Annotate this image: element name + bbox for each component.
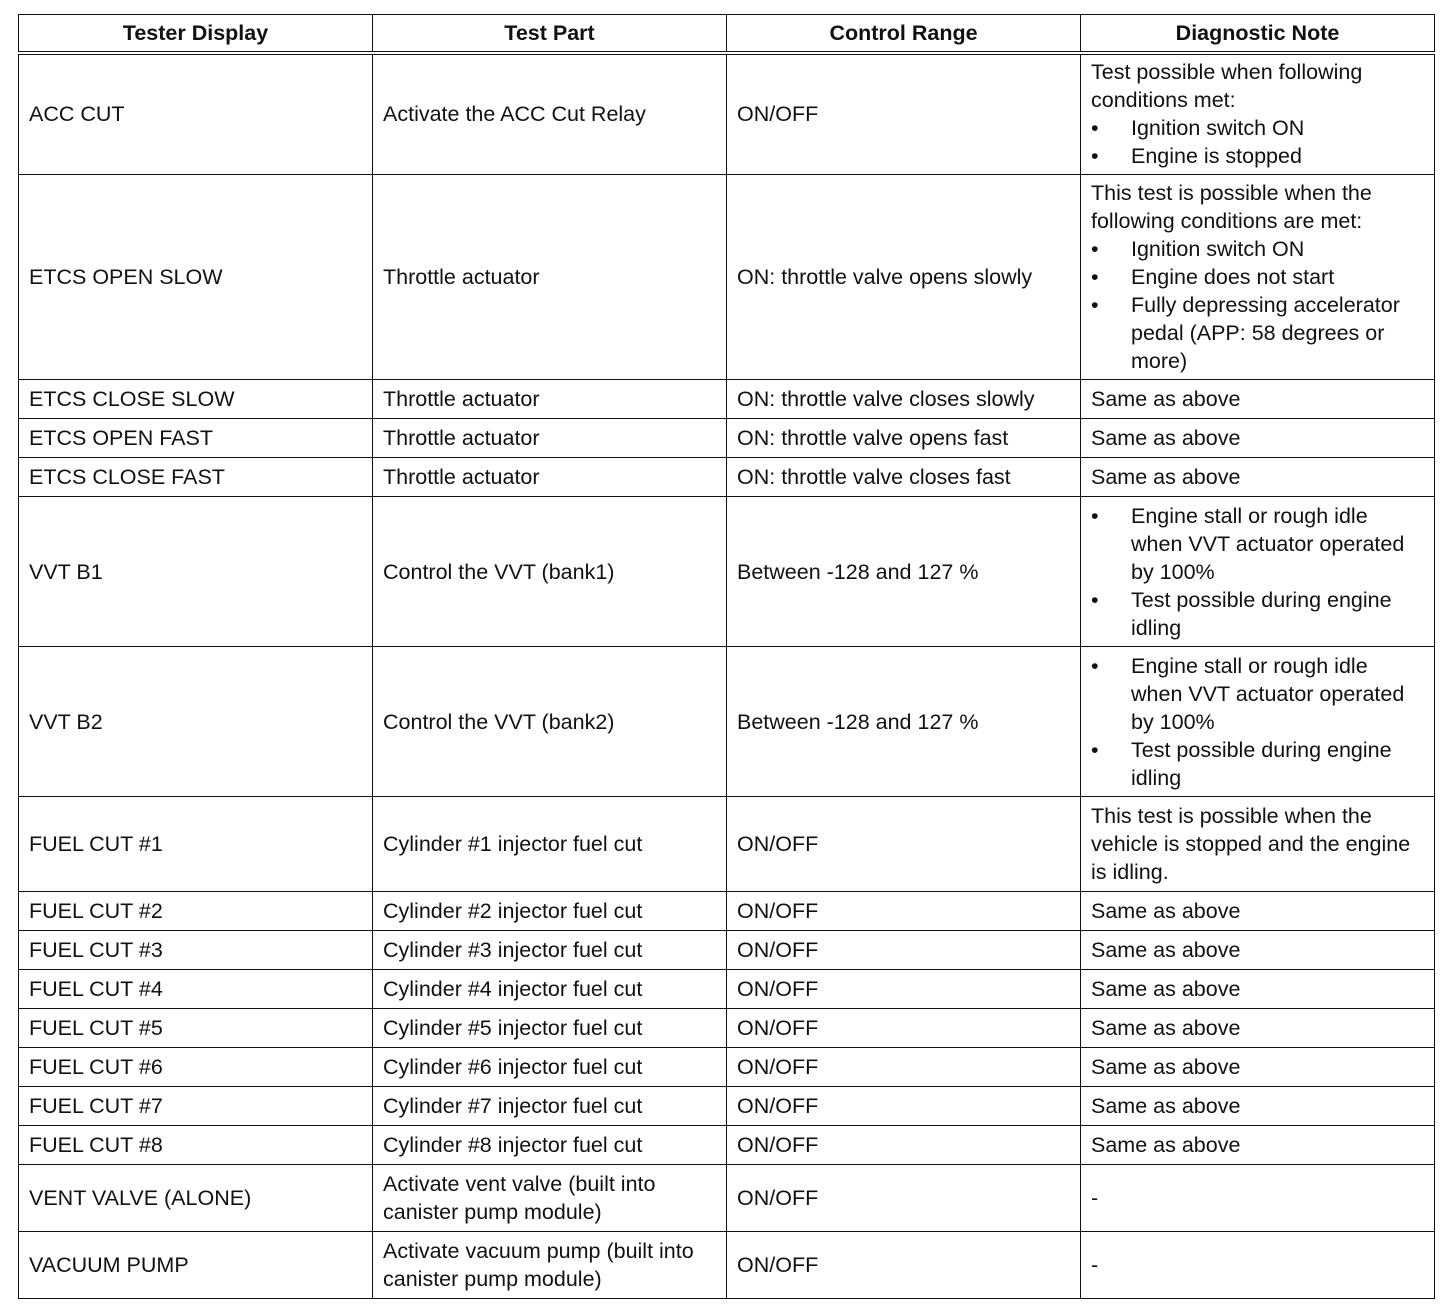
diagnostic-note-cell (1081, 53, 1435, 175)
test-part-cell: Throttle actuator (373, 419, 727, 458)
control-range-cell: ON/OFF (727, 797, 1081, 892)
control-range-cell: ON: throttle valve closes fast (727, 458, 1081, 497)
diagnostic-note-text: This test is possible when the following conditions are met: (1091, 181, 1372, 233)
table-row (19, 1087, 1435, 1126)
diagnostic-note-text: Same as above (1091, 1133, 1241, 1157)
test-part-cell: Throttle actuator (373, 175, 727, 380)
table-row (19, 1165, 1435, 1232)
diagnostic-note-bullet: • Engine stall or rough idle when VVT actuator operated by 100% (1091, 502, 1424, 586)
tester-display-cell: FUEL CUT #7 (19, 1087, 373, 1126)
table-row (19, 970, 1435, 1009)
table-body (19, 53, 1435, 1299)
diagnostic-note-bullet: • Engine is stopped (1091, 142, 1424, 170)
control-range-cell: ON: throttle valve closes slowly (727, 380, 1081, 419)
control-range-cell: ON/OFF (727, 1126, 1081, 1165)
tester-display-cell: ETCS CLOSE SLOW (19, 380, 373, 419)
diagnostic-note-bullet: • Engine stall or rough idle when VVT actuator operated by 100% (1091, 652, 1424, 736)
table-row (19, 1232, 1435, 1299)
diagnostic-note-list (1091, 114, 1424, 170)
table-row (19, 458, 1435, 497)
diagnostic-note-cell (1081, 931, 1435, 970)
test-part-cell: Throttle actuator (373, 458, 727, 497)
tester-display-cell: VENT VALVE (ALONE) (19, 1165, 373, 1232)
header-test-part: Test Part (373, 15, 727, 53)
tester-display-cell: FUEL CUT #8 (19, 1126, 373, 1165)
tester-display-cell: FUEL CUT #2 (19, 892, 373, 931)
diagnostic-note-text: Same as above (1091, 387, 1241, 411)
diagnostic-note-text: - (1091, 1253, 1099, 1277)
test-part-cell: Control the VVT (bank2) (373, 647, 727, 797)
tester-display-cell: VVT B2 (19, 647, 373, 797)
diagnostic-note-cell (1081, 1232, 1435, 1299)
control-range-cell: Between -128 and 127 % (727, 497, 1081, 647)
diagnostic-note-text: Same as above (1091, 1055, 1241, 1079)
table-row (19, 931, 1435, 970)
control-range-cell: ON/OFF (727, 1087, 1081, 1126)
tester-display-cell: FUEL CUT #6 (19, 1048, 373, 1087)
test-part-cell: Activate vacuum pump (built into canister pump module) (373, 1232, 727, 1299)
table-row (19, 497, 1435, 647)
diagnostic-note-text: Same as above (1091, 426, 1241, 450)
test-part-cell: Control the VVT (bank1) (373, 497, 727, 647)
test-part-cell: Cylinder #5 injector fuel cut (373, 1009, 727, 1048)
test-part-cell: Cylinder #3 injector fuel cut (373, 931, 727, 970)
header-tester-display: Tester Display (19, 15, 373, 53)
diagnostic-note-text: Test possible when following conditions met: (1091, 60, 1363, 113)
diagnostic-note-cell (1081, 1087, 1435, 1126)
diagnostic-note-cell (1081, 175, 1435, 380)
diagnostic-note-text: This test is possible when the vehicle is stopped and the engine is idling. (1091, 804, 1411, 884)
diagnostic-note-cell (1081, 497, 1435, 647)
tester-display-cell: FUEL CUT #3 (19, 931, 373, 970)
table-row (19, 175, 1435, 380)
control-range-cell: ON/OFF (727, 1009, 1081, 1048)
diagnostic-note-cell (1081, 458, 1435, 497)
diagnostic-note-bullet: • Fully depressing accelerator pedal (APP: 58 degrees or more) (1091, 291, 1424, 375)
control-range-cell: ON/OFF (727, 1165, 1081, 1232)
tester-display-cell: ACC CUT (19, 53, 373, 175)
header-control-range: Control Range (727, 15, 1081, 53)
table-row (19, 1048, 1435, 1087)
table-row (19, 53, 1435, 175)
control-range-cell: ON/OFF (727, 1232, 1081, 1299)
tester-display-cell: FUEL CUT #5 (19, 1009, 373, 1048)
diagnostic-note-cell (1081, 1126, 1435, 1165)
control-range-cell: ON: throttle valve opens slowly (727, 175, 1081, 380)
test-part-cell: Cylinder #4 injector fuel cut (373, 970, 727, 1009)
diagnostic-note-cell (1081, 797, 1435, 892)
tester-display-cell: ETCS CLOSE FAST (19, 458, 373, 497)
diagnostic-note-text: Same as above (1091, 465, 1241, 489)
diagnostic-note-cell (1081, 1009, 1435, 1048)
active-test-table (18, 14, 1435, 1299)
diagnostic-note-cell (1081, 1165, 1435, 1232)
test-part-cell: Cylinder #2 injector fuel cut (373, 892, 727, 931)
tester-display-cell: VACUUM PUMP (19, 1232, 373, 1299)
tester-display-cell: FUEL CUT #1 (19, 797, 373, 892)
table-row (19, 419, 1435, 458)
test-part-cell: Throttle actuator (373, 380, 727, 419)
table-row (19, 892, 1435, 931)
diagnostic-note-cell (1081, 380, 1435, 419)
diagnostic-note-bullet: • Engine does not start (1091, 263, 1424, 291)
diagnostic-note-cell (1081, 892, 1435, 931)
test-part-cell: Activate vent valve (built into canister pump module) (373, 1165, 727, 1232)
diagnostic-note-cell (1081, 970, 1435, 1009)
control-range-cell: ON/OFF (727, 1048, 1081, 1087)
header-diagnostic-note: Diagnostic Note (1081, 15, 1435, 53)
control-range-cell: ON/OFF (727, 53, 1081, 175)
diagnostic-note-text: Same as above (1091, 1094, 1241, 1118)
diagnostic-note-text: Same as above (1091, 938, 1241, 962)
control-range-cell: ON/OFF (727, 931, 1081, 970)
test-part-cell: Cylinder #6 injector fuel cut (373, 1048, 727, 1087)
diagnostic-note-text: Same as above (1091, 1016, 1241, 1040)
tester-display-cell: ETCS OPEN SLOW (19, 175, 373, 380)
control-range-cell: Between -128 and 127 % (727, 647, 1081, 797)
diagnostic-note-text: Same as above (1091, 977, 1241, 1001)
diagnostic-note-bullet: • Ignition switch ON (1091, 114, 1424, 142)
table-row (19, 647, 1435, 797)
diagnostic-note-list (1091, 502, 1424, 642)
diagnostic-note-list (1091, 235, 1424, 375)
diagnostic-note-text: - (1091, 1186, 1099, 1210)
diagnostic-note-bullet: • Ignition switch ON (1091, 235, 1424, 263)
diagnostic-note-list (1091, 652, 1424, 792)
diagnostic-note-bullet: • Test possible during engine idling (1091, 736, 1424, 792)
tester-display-cell: FUEL CUT #4 (19, 970, 373, 1009)
tester-display-cell: VVT B1 (19, 497, 373, 647)
test-part-cell: Cylinder #7 injector fuel cut (373, 1087, 727, 1126)
control-range-cell: ON/OFF (727, 970, 1081, 1009)
control-range-cell: ON: throttle valve opens fast (727, 419, 1081, 458)
table-row (19, 797, 1435, 892)
test-part-cell: Cylinder #8 injector fuel cut (373, 1126, 727, 1165)
header-row (19, 15, 1435, 53)
table-row (19, 1126, 1435, 1165)
table-row (19, 380, 1435, 419)
control-range-cell: ON/OFF (727, 892, 1081, 931)
table-row (19, 1009, 1435, 1048)
diagnostic-note-bullet: • Test possible during engine idling (1091, 586, 1424, 642)
test-part-cell: Cylinder #1 injector fuel cut (373, 797, 727, 892)
diagnostic-note-cell (1081, 1048, 1435, 1087)
test-part-cell: Activate the ACC Cut Relay (373, 53, 727, 175)
diagnostic-note-cell (1081, 419, 1435, 458)
tester-display-cell: ETCS OPEN FAST (19, 419, 373, 458)
diagnostic-note-text: Same as above (1091, 899, 1241, 923)
diagnostic-note-cell (1081, 647, 1435, 797)
